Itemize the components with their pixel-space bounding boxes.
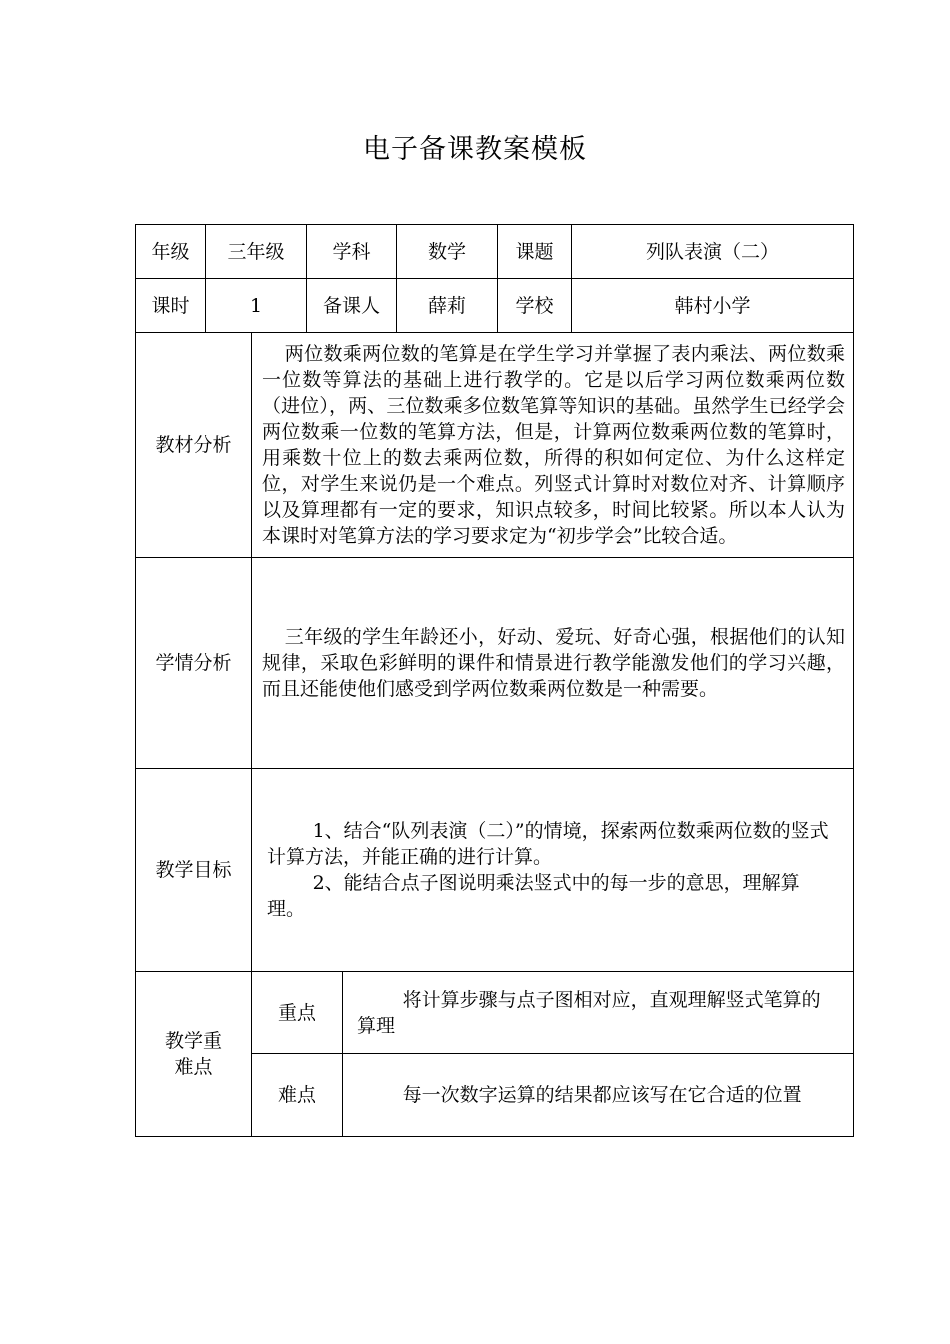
key-difficult-label-line1: 教学重 (164, 1030, 222, 1052)
grade-label: 年级 (136, 225, 206, 279)
student-analysis-row (136, 558, 854, 769)
difficult-point-text: 每一次数字运算的结果都应该写在它合适的位置 (343, 1054, 854, 1137)
page-title: 电子备课教案模板 (363, 134, 587, 165)
key-point-text: 将计算步骤与点子图相对应，直观理解竖式笔算的算理 (343, 972, 854, 1054)
material-analysis-label: 教材分析 (136, 333, 252, 558)
teaching-goal-item: 1、结合“队列表演（二）”的情境，探索两位数乘两位数的竖式计算方法，并能正确的进行计算。 (267, 820, 829, 868)
student-analysis-label: 学情分析 (136, 558, 252, 769)
material-analysis-text: 两位数乘两位数的笔算是在学生学习并掌握了表内乘法、两位数乘一位数等算法的基础上进行教学的。它是以后学习两位数乘两位数（进位），两、三位数乘多位数笔算等知识的基础。虽然学生已经学会两位数乘一位数的笔算方法，但是，计算两位数乘两位数的笔算时，用乘数十位上的数去乘两位数，所得的积如何定位、为什么这样定位，对学生来说仍是一个难点。列竖式计算时对数位对齐、计算顺序以及算理都有一定的要求，知识点较多，时间比较紧。所以本人认为本课时对笔算方法的学习要求定为“初步学会”比较合适。 (252, 333, 854, 558)
school-label: 学校 (498, 279, 572, 333)
subject-value: 数学 (397, 225, 498, 279)
student-analysis-text: 三年级的学生年龄还小，好动、爱玩、好奇心强，根据他们的认知规律，采取色彩鲜明的课件和情景进行教学能激发他们的学习兴趣，而且还能使他们感受到学两位数乘两位数是一种需要。 (252, 558, 854, 769)
key-difficult-label (136, 972, 252, 1137)
period-value: 1 (206, 279, 307, 333)
key-point-label: 重点 (252, 972, 343, 1054)
preparer-label: 备课人 (307, 279, 397, 333)
key-point-row (136, 972, 854, 1054)
school-value: 韩村小学 (572, 279, 854, 333)
lesson-plan-table (135, 224, 854, 1137)
key-difficult-label-line2: 难点 (174, 1056, 213, 1078)
topic-label: 课题 (498, 225, 572, 279)
teaching-goals-content (252, 769, 854, 972)
topic-value: 列队表演（二） (572, 225, 854, 279)
grade-value: 三年级 (206, 225, 307, 279)
difficult-point-label: 难点 (252, 1054, 343, 1137)
teaching-goal-item: 2、能结合点子图说明乘法竖式中的每一步的意思，理解算理。 (267, 872, 800, 920)
period-label: 课时 (136, 279, 206, 333)
teaching-goals-row (136, 769, 854, 972)
material-analysis-row (136, 333, 854, 558)
preparer-value: 薛莉 (397, 279, 498, 333)
header-row-2 (136, 279, 854, 333)
header-row-1 (136, 225, 854, 279)
subject-label: 学科 (307, 225, 397, 279)
teaching-goals-label: 教学目标 (136, 769, 252, 972)
